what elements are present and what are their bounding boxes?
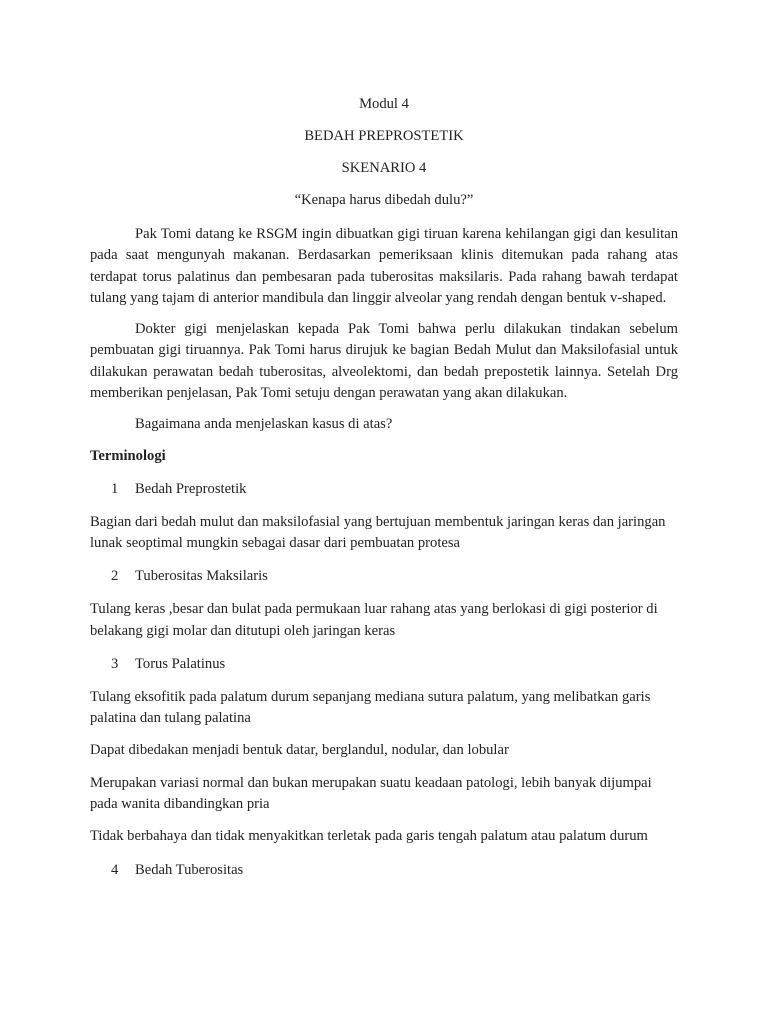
scenario-paragraph: Pak Tomi datang ke RSGM ingin dibuatkan gigi tiruan karena kehilangan gigi dan kesulitan pada saat mengunyah makanan. Berdasarkan pemeriksaan klinis ditemukan pada rahang atas terdapat torus palatinus dan pembesaran pada tuberositas maksilaris. Pada rahang bawah terdapat tulang yang tajam di anterior mandibula dan linggir alveolar yang rendah dengan bentuk v-shaped. [90, 226, 678, 306]
term-definition: Merupakan variasi normal dan bukan merupakan suatu keadaan patologi, lebih banyak dijumpai pada wanita dibandingkan pria [90, 774, 652, 813]
scenario-quote: “Kenapa harus dibedah dulu?” [294, 192, 474, 208]
terminology-heading: Terminologi [90, 447, 166, 464]
term-label: Torus Palatinus [135, 655, 226, 672]
term-label: Bedah Tuberositas [135, 861, 244, 878]
term-definition: Dapat dibedakan menjadi bentuk datar, berglandul, nodular, dan lobular [90, 742, 509, 759]
term-definition: Tulang eksofitik pada palatum durum sepanjang mediana sutura palatum, yang melibatkan garis palatina dan tulang palatina [90, 688, 651, 727]
document-title: BEDAH PREPROSTETIK [304, 128, 464, 144]
term-definition: Tulang keras ,besar dan bulat pada permukaan luar rahang atas yang berlokasi di gigi posterior di belakang gigi molar dan ditutupi oleh jaringan keras [90, 601, 658, 639]
term-definition: Bagian dari bedah mulut dan maksilofasial yang bertujuan membentuk jaringan keras dan jaringan lunak seoptimal mungkin sebagai dasar dari pembuatan protesa [90, 513, 666, 551]
term-number: 4 [111, 861, 119, 878]
term-item [90, 566, 678, 587]
term-label: Bedah Preprostetik [135, 480, 247, 497]
term-number: 3 [111, 655, 119, 672]
document-content [90, 94, 678, 881]
module-label: Modul 4 [359, 96, 409, 112]
term-number: 2 [111, 568, 119, 585]
term-definition: Tidak berbahaya dan tidak menyakitkan terletak pada garis tengah palatum atau palatum durum [90, 828, 648, 845]
term-item [90, 654, 678, 675]
scenario-label: SKENARIO 4 [341, 160, 427, 176]
term-item [90, 479, 678, 500]
term-label: Tuberositas Maksilaris [135, 568, 268, 585]
term-item [90, 860, 678, 881]
scenario-question: Bagaimana anda menjelaskan kasus di atas? [135, 416, 393, 433]
scenario-paragraph: Dokter gigi menjelaskan kepada Pak Tomi bahwa perlu dilakukan tindakan sebelum pembuatan gigi tiruannya. Pak Tomi harus dirujuk ke bagian Bedah Mulut dan Maksilofasial untuk dilakukan perawatan bedah tuberositas, alveolektomi, dan bedah prepostetik lainnya. Setelah Drg memberikan penjelasan, Pak Tomi setuju dengan perawatan yang akan dilakukan. [90, 321, 678, 402]
term-number: 1 [111, 480, 119, 497]
